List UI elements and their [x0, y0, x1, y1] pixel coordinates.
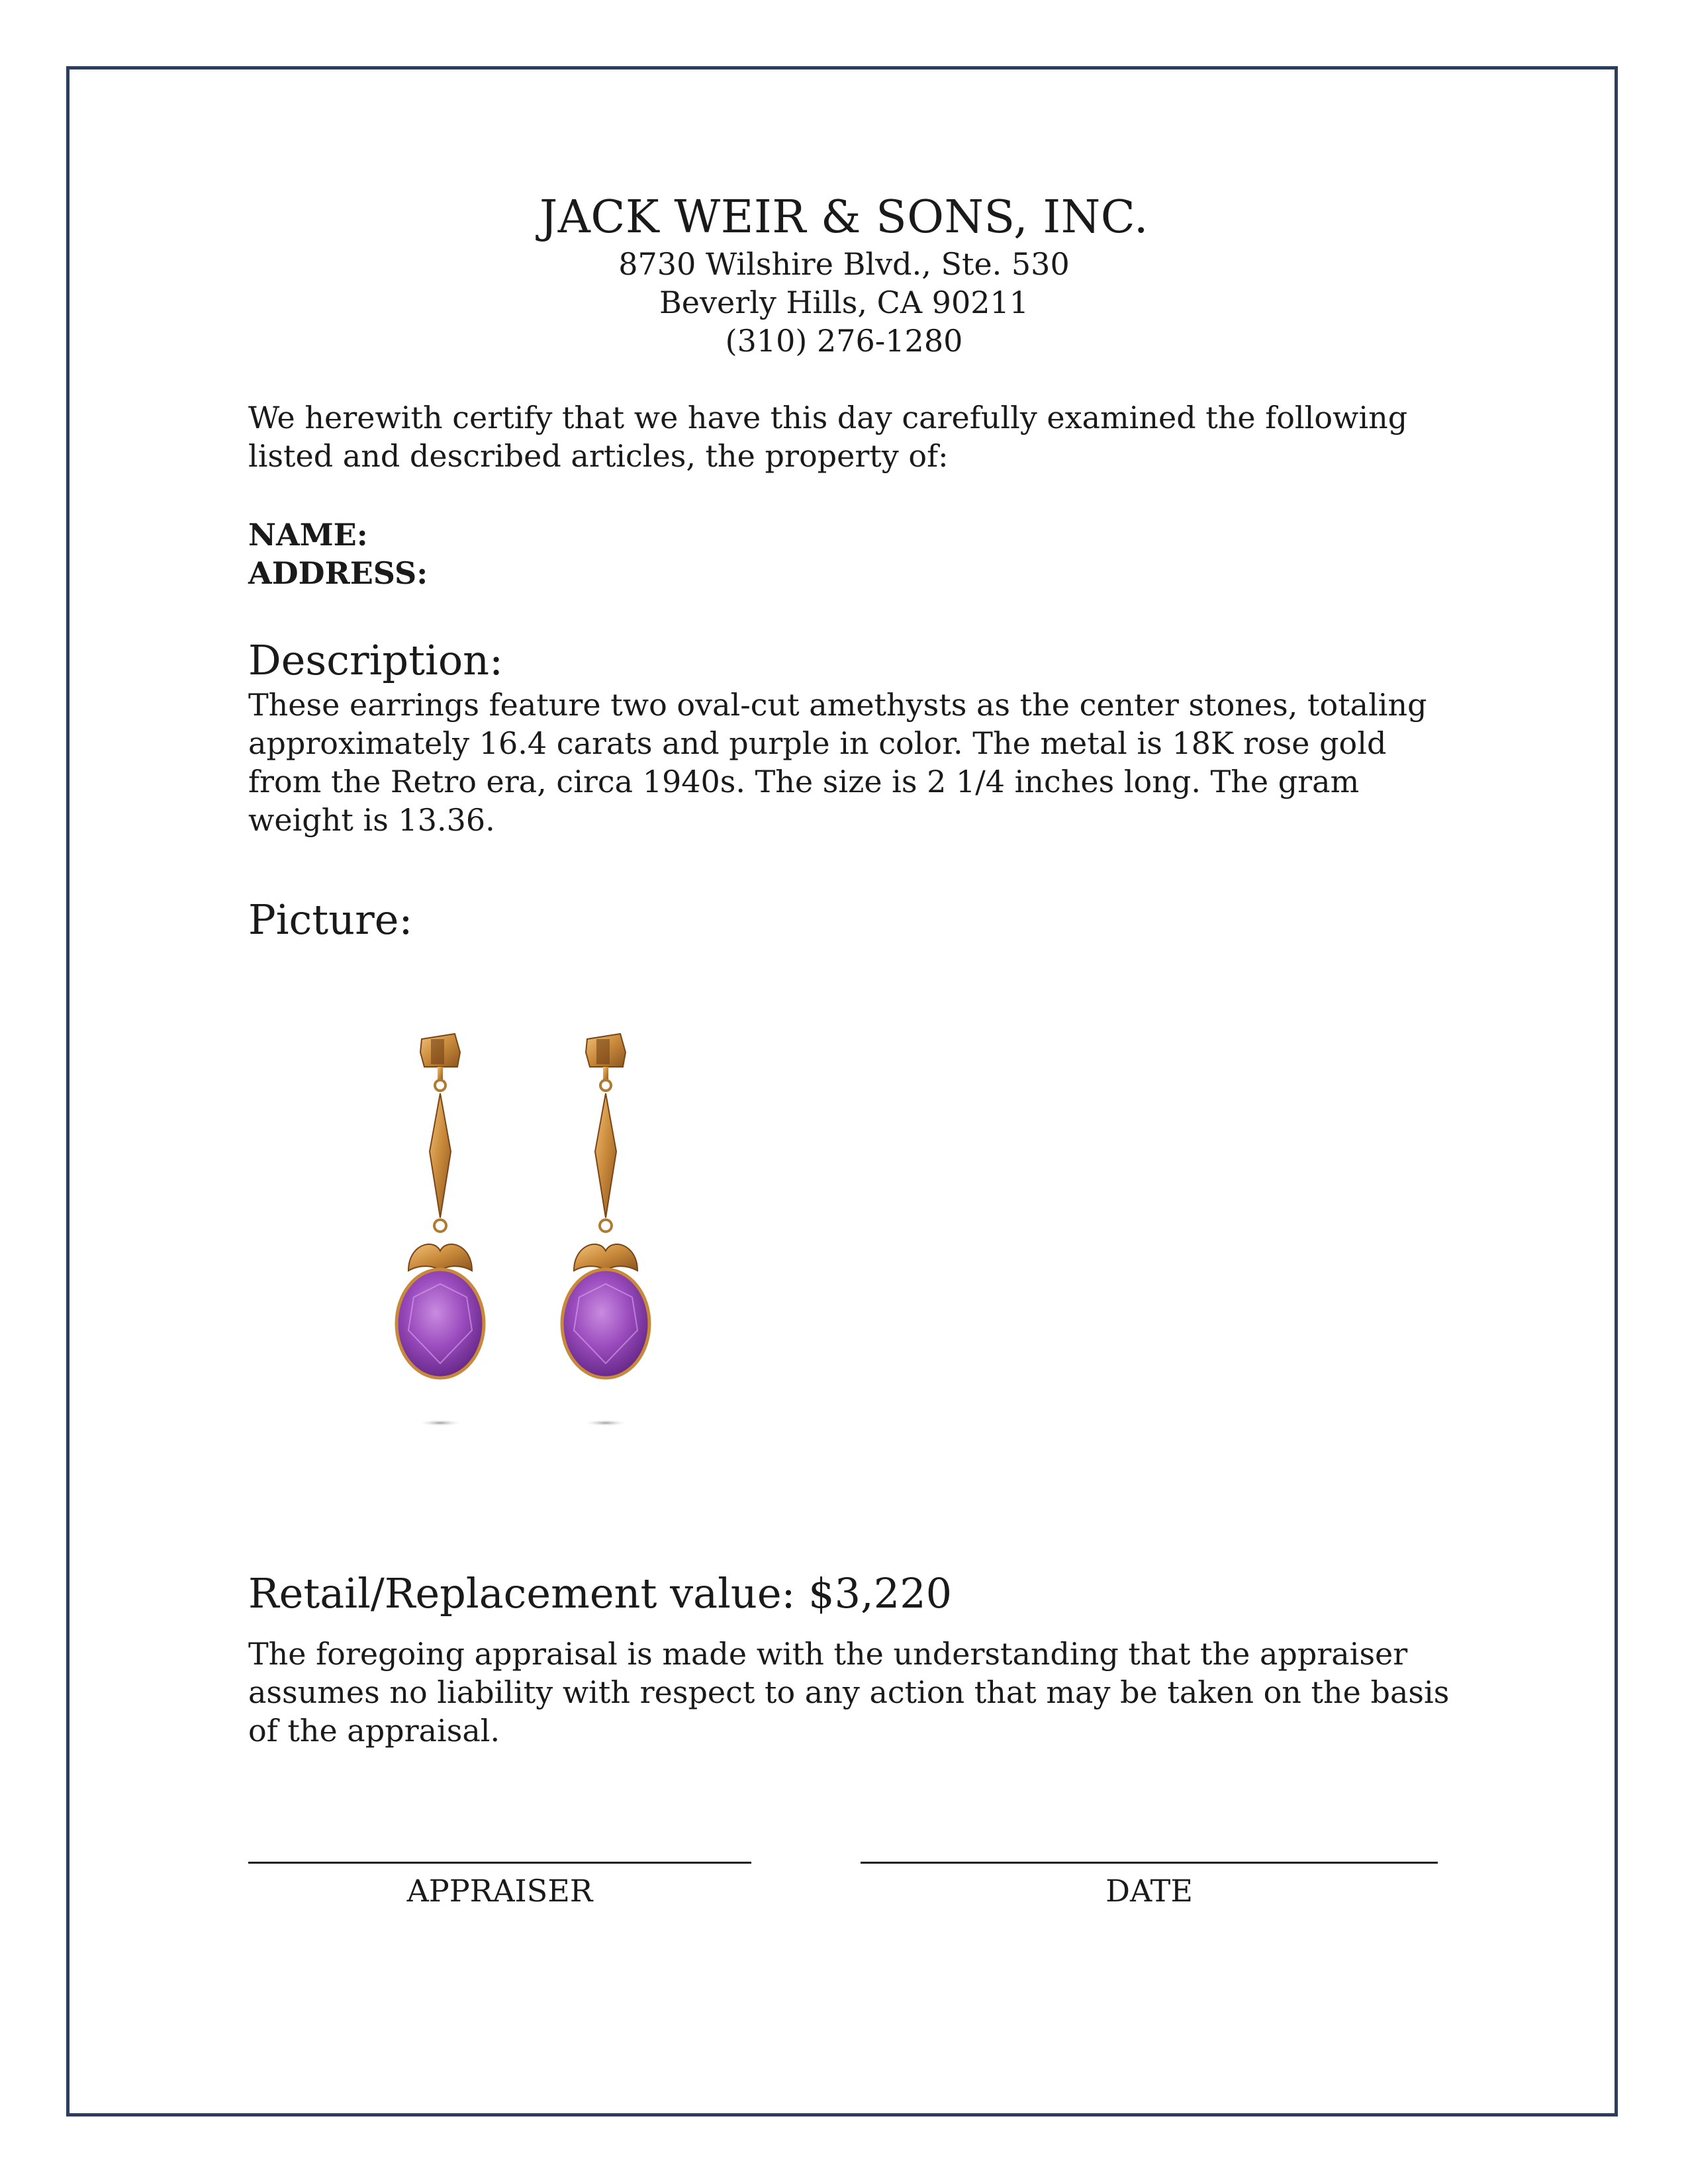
- date-signature-line: [861, 1862, 1438, 1864]
- liability-disclaimer: The foregoing appraisal is made with the understanding that the appraiser assumes no liability with respect to any action that may be taken on the basis of the appraisal.: [248, 1636, 1450, 1749]
- owner-name-label: NAME:: [248, 517, 368, 553]
- appraiser-signature-line: [248, 1862, 751, 1864]
- retail-value-heading: Retail/Replacement value: $3,220: [248, 1569, 953, 1617]
- certification-intro: We herewith certify that we have this day carefully examined the following listed and described articles, the property of:: [248, 400, 1408, 474]
- picture-heading: Picture:: [248, 895, 413, 944]
- description-heading: Description:: [248, 636, 503, 684]
- company-phone: (310) 276-1280: [725, 323, 963, 359]
- company-address-line1: 8730 Wilshire Blvd., Ste. 530: [618, 246, 1070, 282]
- company-address-line2: Beverly Hills, CA 90211: [659, 285, 1029, 320]
- earrings-illustration: [357, 1019, 688, 1476]
- earrings-photo: [357, 1019, 688, 1476]
- appraiser-label: APPRAISER: [406, 1873, 593, 1909]
- page-border: [66, 66, 1618, 2116]
- owner-address-label: ADDRESS:: [248, 555, 428, 591]
- company-name: JACK WEIR & SONS, INC.: [539, 191, 1149, 244]
- description-text: These earrings feature two oval-cut amethysts as the center stones, totaling approximately 16.4 carats and purple in color. The metal is 18K rose gold from the Retro era, circa 1940s. The size is 2 1/4 inches long. The gram weight is 13.36.: [248, 687, 1427, 838]
- left-earring: [397, 1034, 484, 1426]
- right-earring: [562, 1034, 649, 1426]
- date-label: DATE: [1105, 1873, 1193, 1909]
